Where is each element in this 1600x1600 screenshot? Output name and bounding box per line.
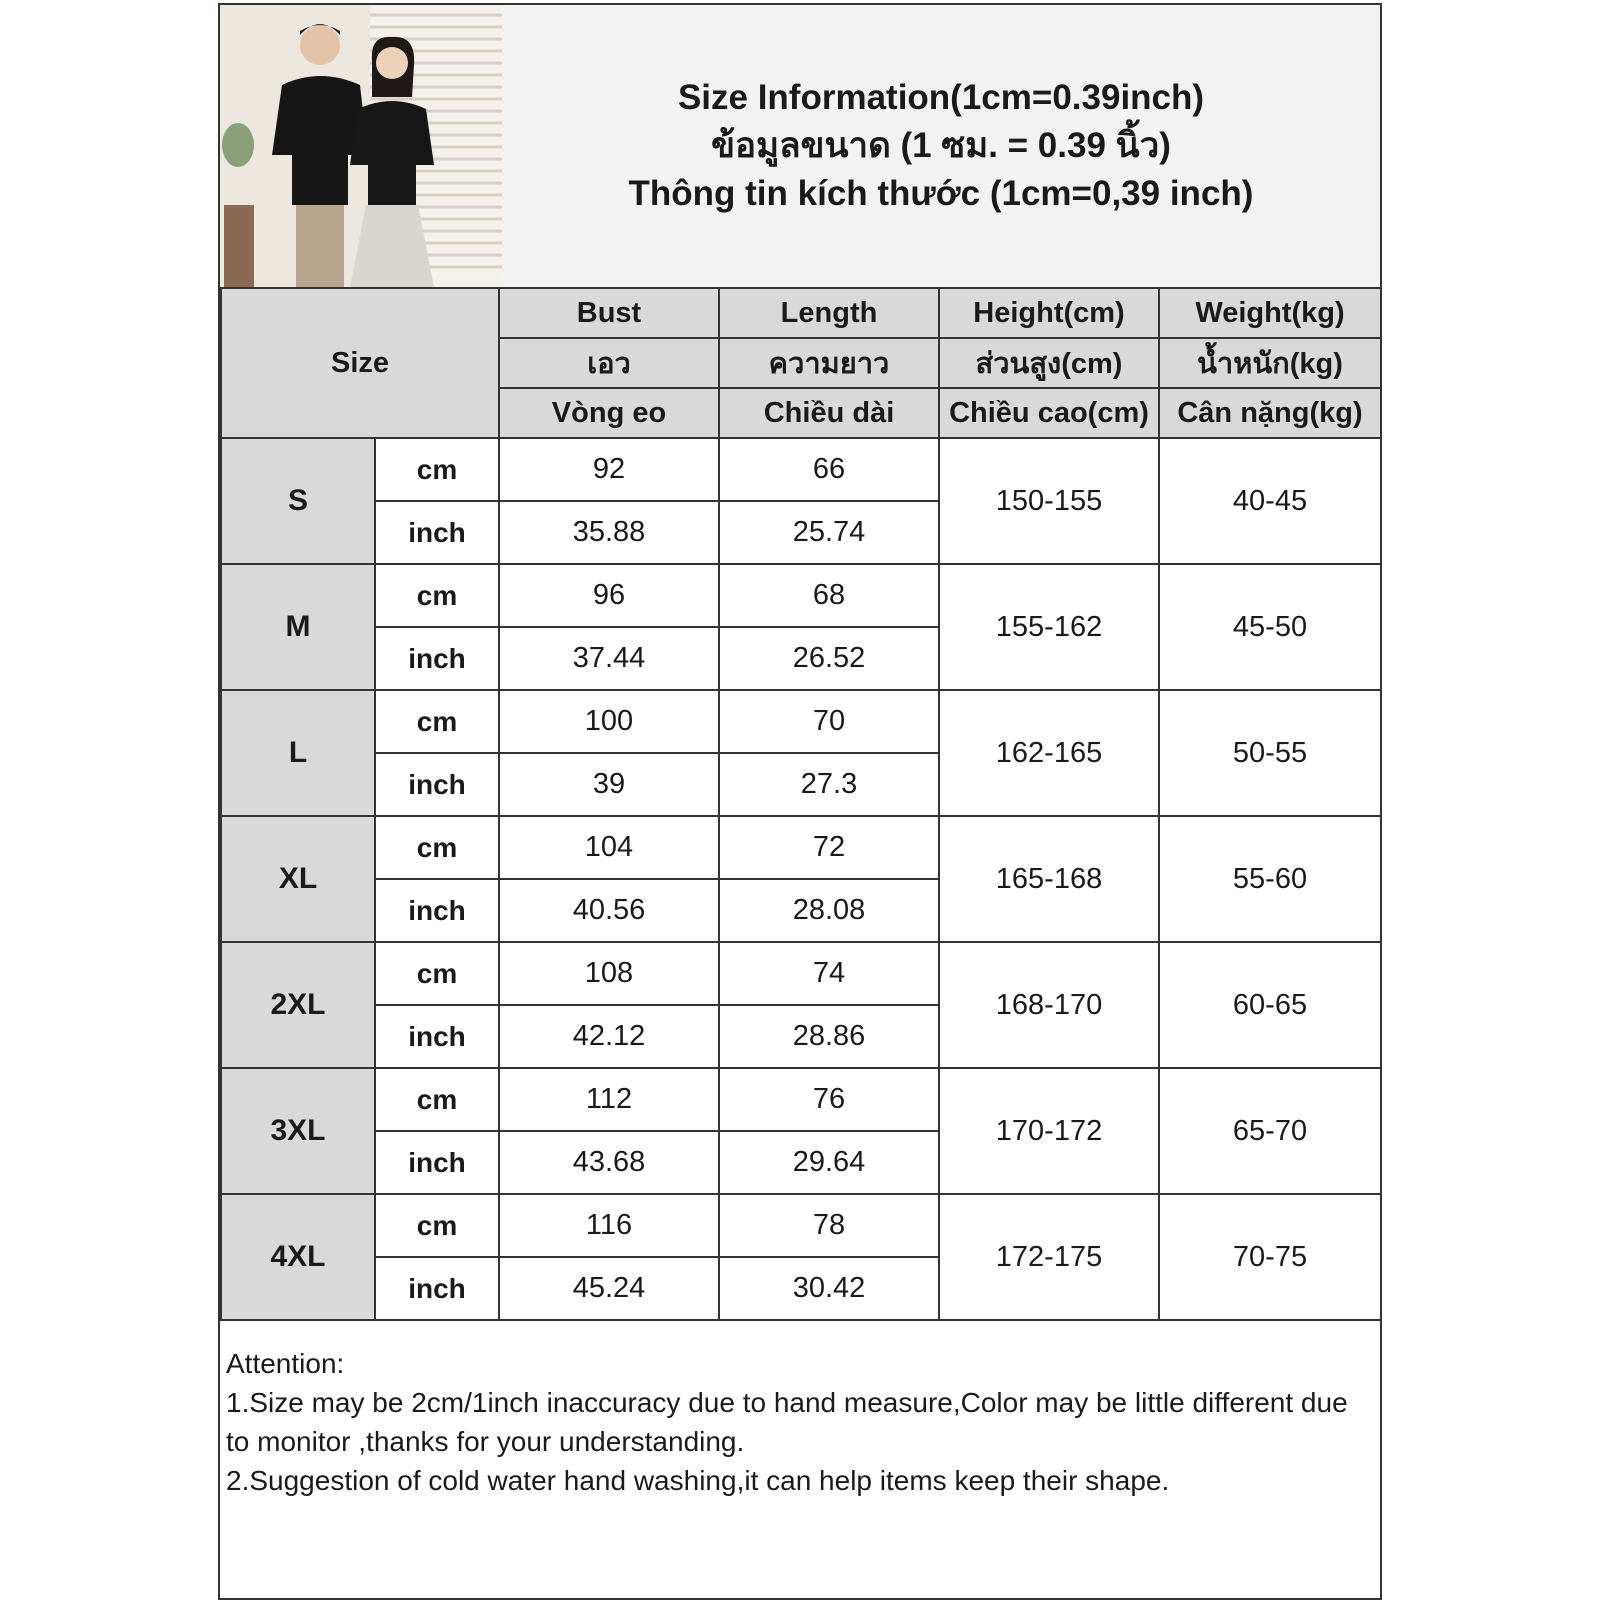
unit-inch: inch <box>375 1131 499 1194</box>
length-inch: 27.3 <box>719 753 939 816</box>
bust-inch: 45.24 <box>499 1257 719 1320</box>
size-label: 3XL <box>221 1068 375 1194</box>
table-row <box>221 1194 1381 1257</box>
weight-range: 70-75 <box>1159 1194 1381 1320</box>
bust-cm: 92 <box>499 438 719 501</box>
height-header-en: Height(cm) <box>939 288 1159 338</box>
length-cm: 68 <box>719 564 939 627</box>
unit-inch: inch <box>375 1257 499 1320</box>
weight-header-th: น้ำหนัก(kg) <box>1159 338 1381 388</box>
size-label: 4XL <box>221 1194 375 1320</box>
bust-inch: 40.56 <box>499 879 719 942</box>
height-range: 150-155 <box>939 438 1159 564</box>
weight-range: 40-45 <box>1159 438 1381 564</box>
table-row <box>221 1068 1381 1131</box>
height-range: 155-162 <box>939 564 1159 690</box>
title-line-vietnamese: Thông tin kích thước (1cm=0,39 inch) <box>628 174 1254 213</box>
length-inch: 29.64 <box>719 1131 939 1194</box>
height-range: 172-175 <box>939 1194 1159 1320</box>
bust-cm: 116 <box>499 1194 719 1257</box>
unit-cm: cm <box>375 438 499 501</box>
height-header-vi: Chiều cao(cm) <box>939 388 1159 438</box>
size-chart-sheet <box>218 3 1382 1600</box>
size-information-title <box>502 5 1380 287</box>
bust-cm: 100 <box>499 690 719 753</box>
bust-inch: 42.12 <box>499 1005 719 1068</box>
bust-header-th: เอว <box>499 338 719 388</box>
bust-inch: 43.68 <box>499 1131 719 1194</box>
size-label: XL <box>221 816 375 942</box>
length-inch: 28.08 <box>719 879 939 942</box>
unit-inch: inch <box>375 1005 499 1068</box>
length-inch: 30.42 <box>719 1257 939 1320</box>
weight-header-en: Weight(kg) <box>1159 288 1381 338</box>
length-cm: 78 <box>719 1194 939 1257</box>
height-range: 165-168 <box>939 816 1159 942</box>
table-row <box>221 942 1381 1005</box>
size-table <box>220 287 1382 1321</box>
height-range: 170-172 <box>939 1068 1159 1194</box>
length-header-vi: Chiều dài <box>719 388 939 438</box>
length-cm: 66 <box>719 438 939 501</box>
height-range: 162-165 <box>939 690 1159 816</box>
bust-inch: 35.88 <box>499 501 719 564</box>
unit-inch: inch <box>375 753 499 816</box>
unit-cm: cm <box>375 942 499 1005</box>
unit-cm: cm <box>375 1068 499 1131</box>
unit-cm: cm <box>375 1194 499 1257</box>
unit-cm: cm <box>375 690 499 753</box>
size-label: 2XL <box>221 942 375 1068</box>
length-inch: 25.74 <box>719 501 939 564</box>
length-cm: 76 <box>719 1068 939 1131</box>
bust-inch: 39 <box>499 753 719 816</box>
unit-inch: inch <box>375 627 499 690</box>
length-inch: 26.52 <box>719 627 939 690</box>
size-label: S <box>221 438 375 564</box>
height-header-th: ส่วนสูง(cm) <box>939 338 1159 388</box>
size-header: Size <box>221 288 499 438</box>
bust-header-vi: Vòng eo <box>499 388 719 438</box>
note-line-1: 1.Size may be 2cm/1inch inaccuracy due to hand measure,Color may be little different due to monitor ,thanks for your understanding. <box>226 1387 1348 1457</box>
title-line-thai: ข้อมูลขนาด (1 ซม. = 0.39 นิ้ว) <box>711 126 1171 165</box>
weight-range: 60-65 <box>1159 942 1381 1068</box>
length-cm: 70 <box>719 690 939 753</box>
length-header-th: ความยาว <box>719 338 939 388</box>
height-range: 168-170 <box>939 942 1159 1068</box>
bust-cm: 108 <box>499 942 719 1005</box>
couple-in-polo-shirts-image <box>220 5 502 287</box>
table-row <box>221 690 1381 753</box>
weight-range: 50-55 <box>1159 690 1381 816</box>
unit-inch: inch <box>375 501 499 564</box>
bust-inch: 37.44 <box>499 627 719 690</box>
weight-range: 65-70 <box>1159 1068 1381 1194</box>
size-label: L <box>221 690 375 816</box>
bust-cm: 104 <box>499 816 719 879</box>
unit-inch: inch <box>375 879 499 942</box>
bust-cm: 96 <box>499 564 719 627</box>
table-row <box>221 816 1381 879</box>
bust-cm: 112 <box>499 1068 719 1131</box>
length-cm: 72 <box>719 816 939 879</box>
notes-heading: Attention: <box>226 1348 345 1379</box>
weight-header-vi: Cân nặng(kg) <box>1159 388 1381 438</box>
attention-notes <box>220 1338 1380 1598</box>
unit-cm: cm <box>375 816 499 879</box>
product-photo <box>220 5 504 287</box>
length-cm: 74 <box>719 942 939 1005</box>
weight-range: 45-50 <box>1159 564 1381 690</box>
title-line-english: Size Information(1cm=0.39inch) <box>677 78 1205 117</box>
table-row <box>221 438 1381 501</box>
length-inch: 28.86 <box>719 1005 939 1068</box>
unit-cm: cm <box>375 564 499 627</box>
note-line-2: 2.Suggestion of cold water hand washing,it can help items keep their shape. <box>226 1465 1170 1496</box>
bust-header-en: Bust <box>499 288 719 338</box>
weight-range: 55-60 <box>1159 816 1381 942</box>
length-header-en: Length <box>719 288 939 338</box>
table-row <box>221 564 1381 627</box>
size-label: M <box>221 564 375 690</box>
